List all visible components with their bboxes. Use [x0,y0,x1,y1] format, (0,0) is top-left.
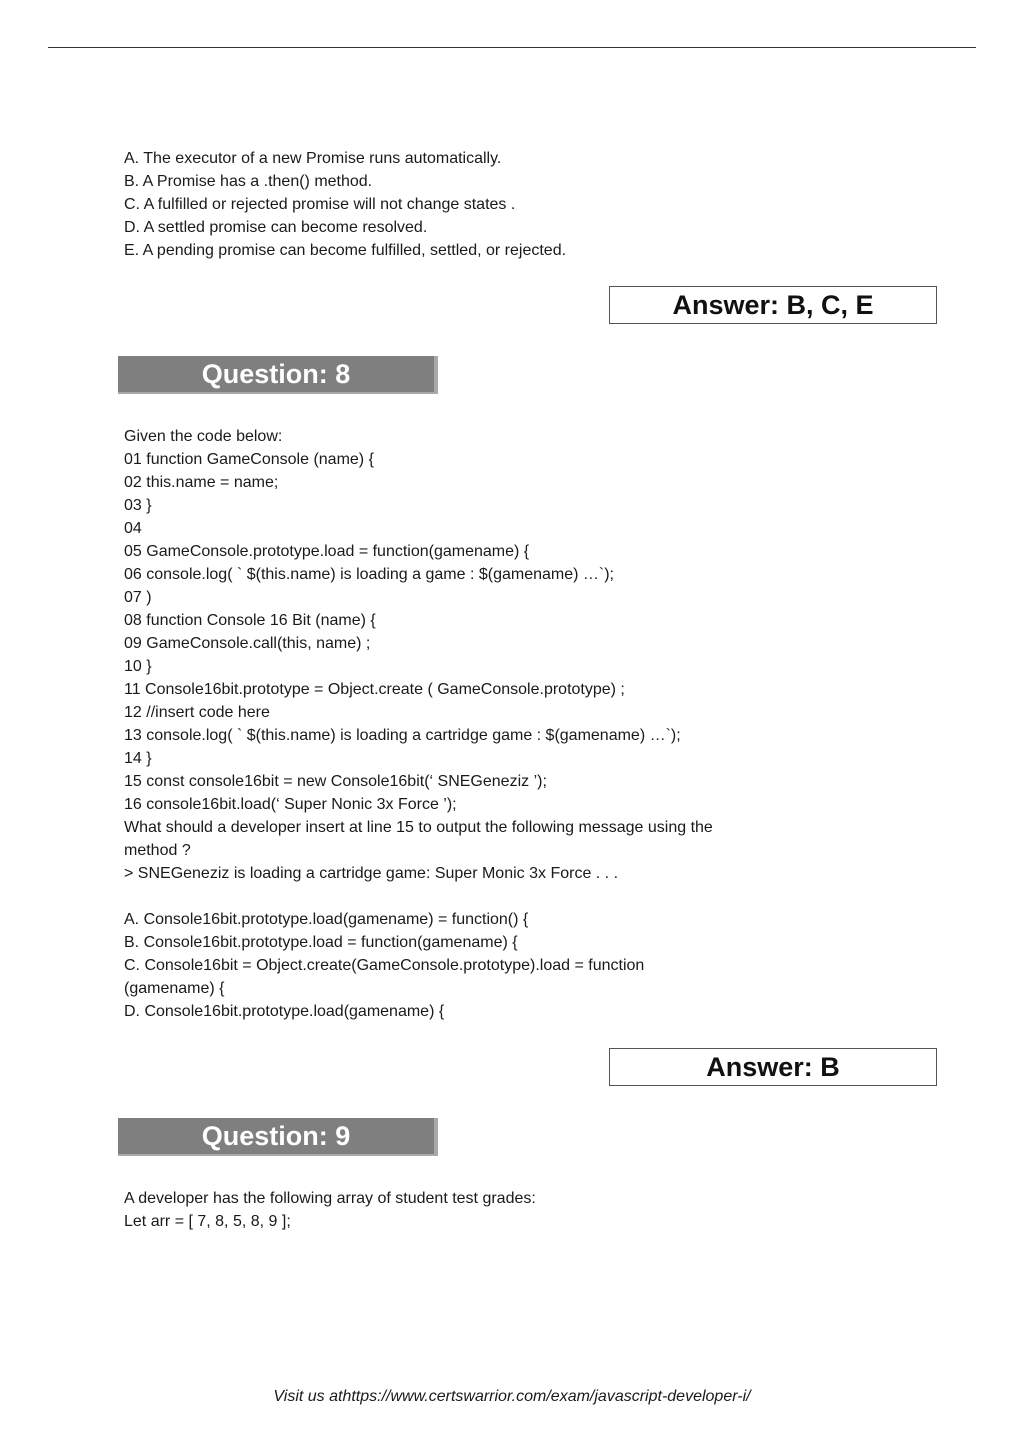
q7-option-b: B. A Promise has a .then() method. [124,173,373,190]
q8-answer-box: Answer: B [609,1048,937,1086]
q8-line: Given the code below: [124,428,283,445]
q8-option-d: D. Console16bit.prototype.load(gamename) { [124,1003,445,1020]
q9-line: Let arr = [ 7, 8, 5, 8, 9 ]; [124,1213,291,1230]
q9-line: A developer has the following array of student test grades: [124,1190,536,1207]
q8-line: 13 console.log( ` $(this.name) is loading a cartridge game : $(gamename) …`); [124,727,681,744]
q9-header: Question: 9 [118,1118,438,1156]
q8-line: 08 function Console 16 Bit (name) { [124,612,376,629]
q8-option-c-continued: (gamename) { [124,980,225,997]
q8-option-b: B. Console16bit.prototype.load = function(gamename) { [124,934,518,951]
q8-line: 02 this.name = name; [124,474,279,491]
q8-line: 01 function GameConsole (name) { [124,451,374,468]
q8-line: 12 //insert code here [124,704,270,721]
q8-line: 15 const console16bit = new Console16bit(‘ SNEGeneziz ’); [124,773,547,790]
q8-line: 07 ) [124,589,152,606]
q8-line: 04 [124,520,142,537]
q7-option-e: E. A pending promise can become fulfilled, settled, or rejected. [124,242,567,259]
q7-option-c: C. A fulfilled or rejected promise will not change states . [124,196,516,213]
q8-line: What should a developer insert at line 15 to output the following message using the [124,819,713,836]
q7-option-d: D. A settled promise can become resolved. [124,219,428,236]
top-rule [48,47,976,48]
q7-option-a: A. The executor of a new Promise runs automatically. [124,150,502,167]
q8-line: 03 } [124,497,152,514]
q8-line: 05 GameConsole.prototype.load = function(gamename) { [124,543,530,560]
q8-header: Question: 8 [118,356,438,394]
q8-line: 06 console.log( ` $(this.name) is loading a game : $(gamename) …`); [124,566,614,583]
q8-line: 16 console16bit.load(‘ Super Nonic 3x Force ’); [124,796,457,813]
q8-line: 14 } [124,750,152,767]
q8-line: 09 GameConsole.call(this, name) ; [124,635,371,652]
q8-option-a: A. Console16bit.prototype.load(gamename) = function() { [124,911,529,928]
q8-option-c: C. Console16bit = Object.create(GameConsole.prototype).load = function [124,957,645,974]
q8-line: 11 Console16bit.prototype = Object.create ( GameConsole.prototype) ; [124,681,625,698]
q8-line: method ? [124,842,191,859]
footer-link[interactable]: Visit us athttps://www.certswarrior.com/exam/javascript-developer-i/ [273,1388,751,1405]
q8-line: > SNEGeneziz is loading a cartridge game: Super Monic 3x Force . . . [124,865,619,882]
q8-line: 10 } [124,658,152,675]
q7-answer-box: Answer: B, C, E [609,286,937,324]
